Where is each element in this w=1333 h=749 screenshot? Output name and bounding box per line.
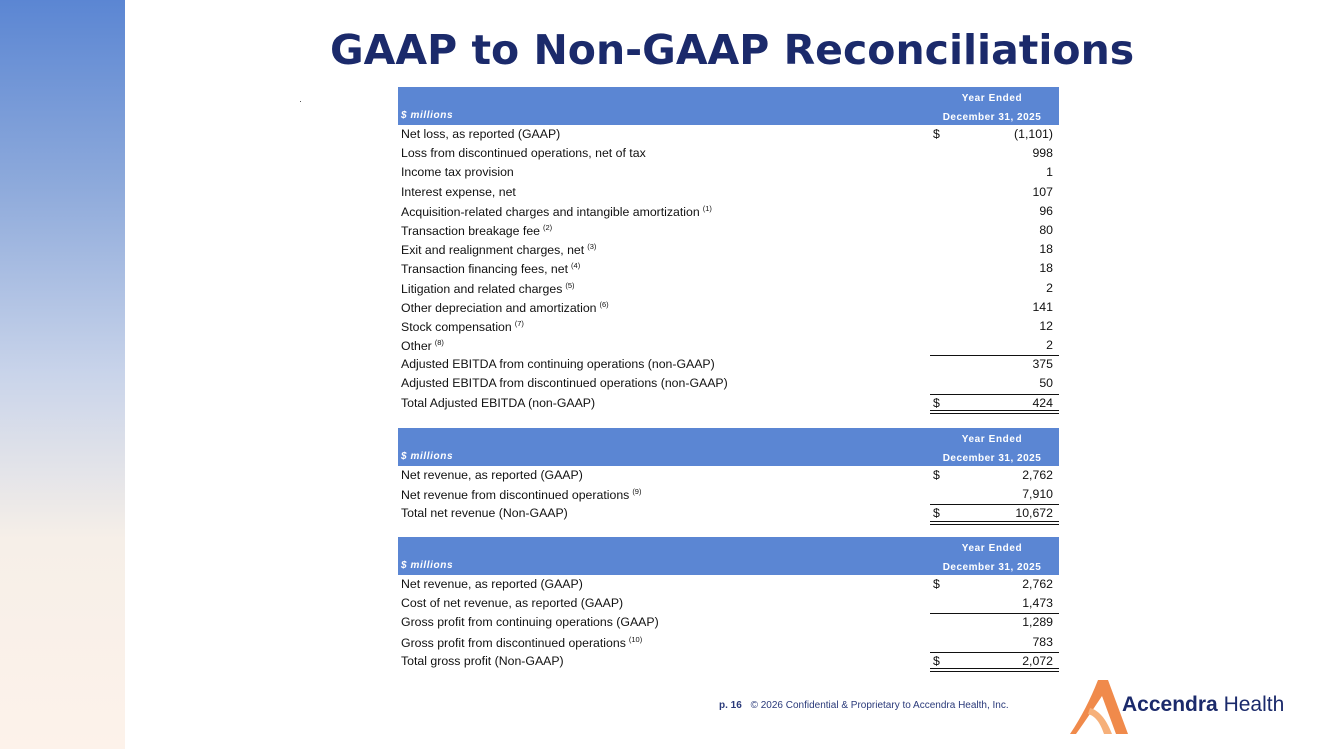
row-value: 80 — [1039, 222, 1053, 237]
table-row — [398, 183, 1059, 202]
brand-name-bold: Accendra — [1122, 693, 1218, 716]
footnote-marker: (2) — [543, 222, 553, 232]
footnote-marker: (7) — [514, 318, 524, 328]
row-value: 2,072 — [1022, 653, 1053, 668]
row-label: Gross profit from discontinued operations — [401, 635, 626, 650]
decorative-side-band — [0, 0, 125, 749]
row-value: 107 — [1032, 184, 1053, 199]
units-label: $ millions — [401, 451, 454, 462]
stray-dot — [300, 101, 301, 102]
row-value: 18 — [1039, 261, 1053, 276]
row-value: (1,101) — [1014, 127, 1053, 141]
row-value: 18 — [1039, 242, 1053, 257]
row-label: Gross profit from continuing operations (GAAP) — [401, 615, 659, 630]
currency-symbol: $ — [933, 506, 940, 521]
table-row — [398, 298, 1059, 317]
row-value: 96 — [1039, 203, 1053, 218]
row-value: 1,473 — [1022, 596, 1053, 611]
currency-symbol: $ — [933, 577, 940, 591]
period-date: December 31, 2025 — [942, 112, 1042, 123]
row-label: Transaction breakage fee — [401, 223, 540, 238]
row-label: Net revenue from discontinued operations — [401, 488, 630, 503]
currency-symbol: $ — [933, 395, 940, 410]
table-header — [398, 87, 1059, 125]
row-value: 998 — [1032, 146, 1053, 161]
currency-symbol: $ — [933, 468, 940, 482]
table-row — [398, 259, 1059, 278]
net-revenue-table — [398, 428, 1059, 524]
row-label: Litigation and related charges — [401, 281, 563, 296]
period-date: December 31, 2025 — [942, 562, 1042, 573]
row-value: 2 — [1046, 338, 1053, 353]
page-number: p. 16 — [719, 700, 742, 711]
table-row — [398, 575, 1059, 594]
period-label: Year Ended — [961, 434, 1023, 445]
row-label: Loss from discontinued operations, net of tax — [401, 146, 646, 161]
row-value: 2,762 — [1022, 468, 1053, 482]
footnote-marker: (6) — [599, 299, 609, 309]
row-label: Net revenue, as reported (GAAP) — [401, 577, 583, 591]
row-value: 2 — [1046, 280, 1053, 295]
total-row — [398, 504, 1059, 523]
row-label: Stock compensation — [401, 319, 512, 334]
table-row — [398, 240, 1059, 259]
row-label: Other — [401, 339, 432, 354]
footnote-marker: (1) — [702, 203, 712, 213]
footnote-marker: (3) — [587, 242, 597, 252]
table-row — [398, 336, 1059, 355]
row-value: 141 — [1032, 299, 1053, 314]
period-label: Year Ended — [961, 93, 1023, 104]
row-label: Exit and realignment charges, net — [401, 243, 585, 258]
period-date: December 31, 2025 — [942, 453, 1042, 464]
table-row — [398, 125, 1059, 144]
adjusted-ebitda-table — [398, 87, 1059, 413]
units-label: $ millions — [401, 110, 454, 121]
table-row — [398, 485, 1059, 504]
brand-name — [1122, 693, 1284, 717]
table-row — [398, 594, 1059, 613]
row-label: Net loss, as reported (GAAP) — [401, 127, 561, 141]
row-label: Other depreciation and amortization — [401, 300, 597, 315]
table-row — [398, 144, 1059, 163]
row-value: 50 — [1039, 376, 1053, 391]
total-row — [398, 394, 1059, 413]
table-row — [398, 374, 1059, 393]
row-label: Adjusted EBITDA from discontinued operations (non-GAAP) — [401, 376, 728, 391]
table-row — [398, 613, 1059, 632]
row-value: 10,672 — [1015, 506, 1053, 521]
footer — [719, 700, 1009, 711]
row-value: 2,762 — [1022, 577, 1053, 591]
copyright-text: © 2026 Confidential & Proprietary to Accendra Health, Inc. — [750, 700, 1009, 711]
row-label: Net revenue, as reported (GAAP) — [401, 468, 583, 482]
row-value: 7,910 — [1022, 487, 1053, 502]
table-row — [398, 317, 1059, 336]
row-label: Cost of net revenue, as reported (GAAP) — [401, 596, 624, 611]
table-row — [398, 163, 1059, 182]
accendra-logo-icon — [1068, 678, 1130, 736]
row-value: 1,289 — [1022, 615, 1053, 630]
row-label: Interest expense, net — [401, 184, 516, 199]
currency-symbol: $ — [933, 653, 940, 668]
row-label: Total gross profit (Non-GAAP) — [401, 653, 564, 668]
row-label: Total Adjusted EBITDA (non-GAAP) — [401, 395, 596, 410]
row-value: 1 — [1046, 165, 1053, 180]
row-label: Adjusted EBITDA from continuing operations (non-GAAP) — [401, 357, 715, 372]
units-label: $ millions — [401, 560, 454, 571]
row-label: Total net revenue (Non-GAAP) — [401, 506, 568, 521]
table-row — [398, 466, 1059, 485]
table-header — [398, 428, 1059, 466]
row-label: Transaction financing fees, net — [401, 262, 569, 277]
row-value: 783 — [1032, 634, 1053, 649]
footnote-marker: (4) — [571, 261, 581, 271]
currency-symbol: $ — [933, 127, 940, 141]
table-row — [398, 355, 1059, 374]
row-label: Acquisition-related charges and intangible amortization — [401, 204, 700, 219]
page-title: GAAP to Non-GAAP Reconciliations — [330, 26, 1135, 74]
total-row — [398, 652, 1059, 671]
brand-name-regular: Health — [1223, 693, 1285, 716]
footnote-marker: (9) — [632, 487, 642, 497]
period-label: Year Ended — [961, 543, 1023, 554]
table-header — [398, 537, 1059, 575]
table-row — [398, 633, 1059, 652]
row-label: Income tax provision — [401, 165, 514, 180]
table-row — [398, 279, 1059, 298]
row-value: 424 — [1032, 395, 1053, 410]
footnote-marker: (8) — [434, 338, 444, 348]
table-row — [398, 221, 1059, 240]
table-row — [398, 202, 1059, 221]
footnote-marker: (5) — [565, 280, 575, 290]
footnote-marker: (10) — [628, 634, 643, 644]
gross-profit-table — [398, 537, 1059, 671]
row-value: 375 — [1032, 357, 1053, 372]
row-value: 12 — [1039, 318, 1053, 333]
